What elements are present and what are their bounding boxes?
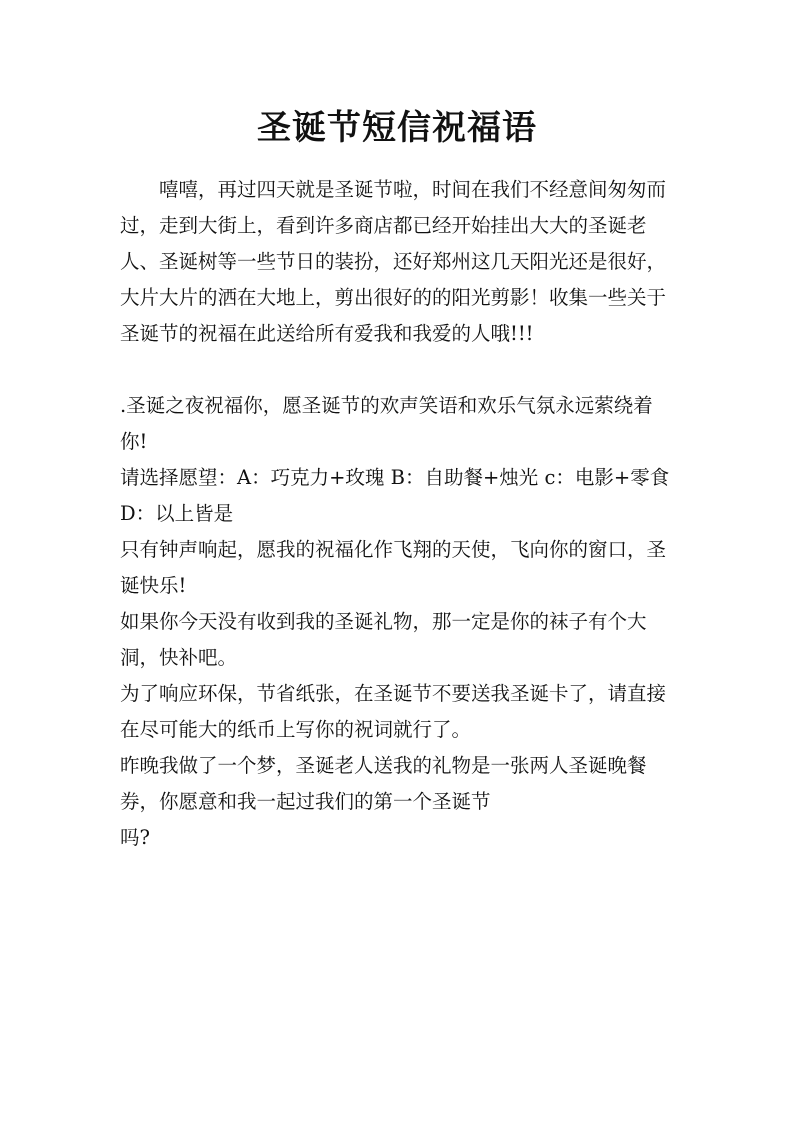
greeting-paragraph: .圣诞之夜祝福你，愿圣诞节的欢声笑语和欢乐气氛永远萦绕着你! <box>120 394 653 453</box>
intro-paragraph: 嘻嘻，再过四天就是圣诞节啦，时间在我们不经意间匆匆而过，走到大街上，看到许多商店都已经开始挂出大大的圣诞老人、圣诞树等一些节日的装扮，还好郑州这几天阳光还是很好，大片大片的洒在大地上，剪出很好的的阳光剪影！收集一些关于圣诞节的祝福在此送给所有爱我和我爱的人哦!!! <box>120 178 667 345</box>
paragraph-spacer <box>120 352 680 388</box>
greeting-paragraph: 吗? <box>120 826 150 849</box>
greeting-paragraph: 昨晚我做了一个梦，圣诞老人送我的礼物是一张两人圣诞晚餐券，你愿意和我一起过我们的第一个圣诞节 <box>120 754 647 813</box>
document-body <box>120 172 680 856</box>
greeting-paragraph: 请选择愿望：A：巧克力+玫瑰 B：自助餐+烛光 c：电影+零食 D：以上皆是 <box>120 466 670 525</box>
greeting-paragraph: 如果你今天没有收到我的圣诞礼物，那一定是你的袜子有个大洞，快补吧。 <box>120 610 647 669</box>
document-title: 圣诞节短信祝福语 <box>257 108 537 148</box>
greeting-paragraph: 只有钟声响起，愿我的祝福化作飞翔的天使，飞向你的窗口，圣诞快乐! <box>120 538 667 597</box>
greeting-paragraph: 为了响应环保，节省纸张，在圣诞节不要送我圣诞卡了，请直接在尽可能大的纸币上写你的祝词就行了。 <box>120 682 667 741</box>
